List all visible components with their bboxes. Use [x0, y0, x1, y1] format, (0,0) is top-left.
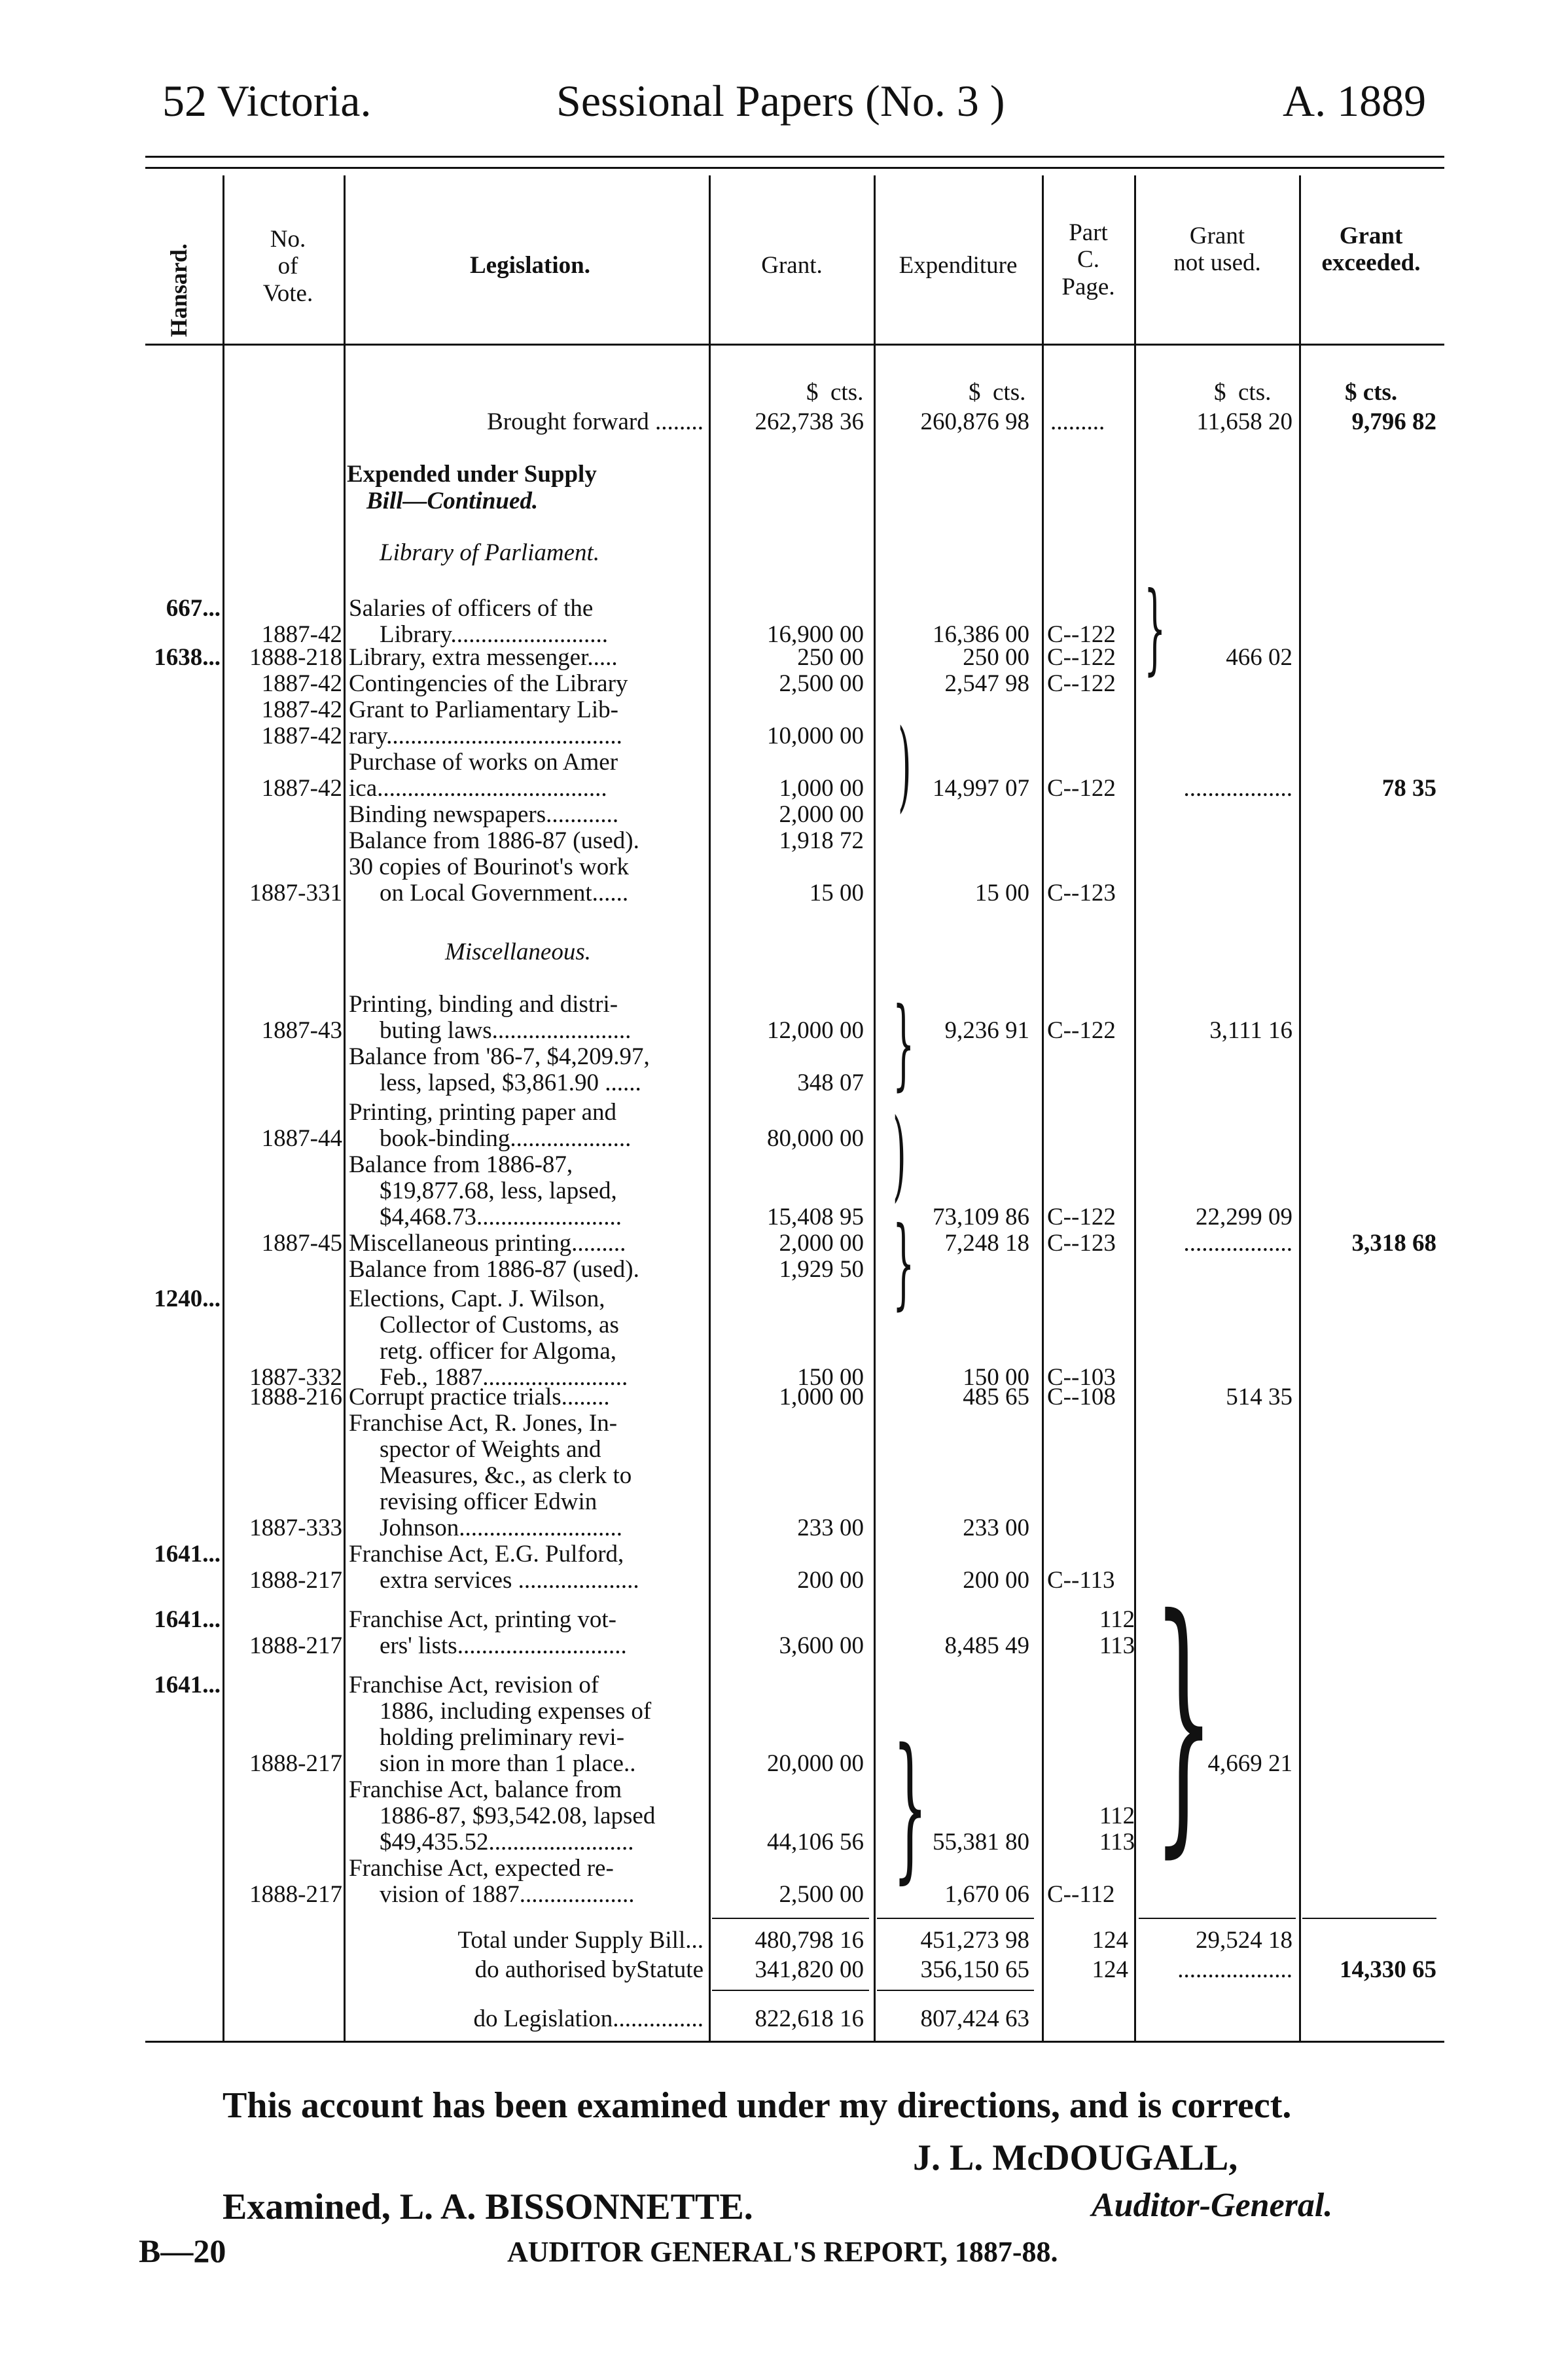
legislation-text: Balance from 1886-87 (used). [349, 1256, 639, 1283]
totals-supply-part: 124 [1092, 1927, 1128, 1954]
grant-value: 3,600 00 [779, 1632, 864, 1659]
expenditure-value: 8,485 49 [944, 1632, 1029, 1659]
grant-value: 1,929 50 [779, 1256, 864, 1283]
legislation-text: Miscellaneous printing......... [349, 1230, 626, 1257]
totals-rule [1139, 1918, 1296, 1919]
legislation-text: ers' lists............................ [380, 1632, 627, 1659]
totals-statute-label: do authorised byStatute [474, 1956, 704, 1983]
part-page: C--122 [1047, 1017, 1116, 1044]
legislation-text: 1886-87, $93,542.08, lapsed [380, 1803, 656, 1829]
vote-number: 1888-217 [249, 1632, 342, 1659]
footer-examined: Examined, L. A. BISSONNETTE. [223, 2187, 753, 2227]
totals-statute-part: 124 [1092, 1956, 1128, 1983]
brought-forward-exp: 260,876 98 [920, 408, 1029, 435]
top-rule [145, 156, 1444, 158]
top-rule-2 [145, 167, 1444, 169]
legislation-text: holding preliminary revi- [380, 1724, 625, 1751]
col-line [709, 175, 711, 2041]
not-used-value: .................. [1183, 775, 1292, 802]
footer-page-ref: B—20 [139, 2233, 226, 2269]
expenditure-value: 73,109 86 [933, 1204, 1029, 1230]
legislation-text: Printing, binding and distri- [349, 991, 618, 1018]
vote-number: 1887-42 [261, 775, 342, 802]
exp-currency: $ cts. [969, 379, 1026, 406]
vote-number: 1888-218 [249, 644, 342, 671]
legislation-text: buting laws....................... [380, 1017, 632, 1044]
legislation-text: Elections, Capt. J. Wilson, [349, 1285, 605, 1312]
part-page: C--113 [1047, 1567, 1115, 1594]
legislation-text: Corrupt practice trials........ [349, 1384, 610, 1410]
brace: } [893, 1206, 915, 1320]
col-header-vote: No. of Vote. [262, 226, 313, 307]
expenditure-value: 485 65 [963, 1384, 1029, 1410]
totals-supply-label: Total under Supply Bill... [457, 1927, 704, 1954]
part-page: C--103 [1047, 1364, 1116, 1391]
col-line [344, 175, 346, 2041]
vote-number: 1887-331 [249, 880, 342, 906]
totals-rule [712, 1918, 869, 1919]
legislation-text: Printing, printing paper and [349, 1099, 616, 1126]
legislation-text: Franchise Act, printing vot- [349, 1606, 616, 1633]
legislation-text: vision of 1887................... [380, 1881, 635, 1908]
part-page: C--108 [1047, 1384, 1116, 1410]
grant-value: 20,000 00 [767, 1750, 864, 1777]
legislation-text: $49,435.52........................ [380, 1829, 634, 1856]
vote-number: 1887-42 [261, 696, 342, 723]
totals-legislation-label: do Legislation............... [473, 2005, 704, 2032]
grant-value: 1,000 00 [779, 1384, 864, 1410]
legislation-text: Salaries of officers of the [349, 595, 594, 622]
expenditure-value: 150 00 [963, 1364, 1029, 1391]
exceeded-value: 3,318 68 [1351, 1230, 1436, 1257]
totals-legislation-exp: 807,424 63 [920, 2005, 1029, 2032]
legislation-text: sion in more than 1 place.. [380, 1750, 636, 1777]
grant-value: 150 00 [797, 1364, 864, 1391]
grant-value: 250 00 [797, 644, 864, 671]
hansard-ref: 1641... [154, 1541, 221, 1568]
grant-value: 80,000 00 [767, 1125, 864, 1152]
expenditure-value: 2,547 98 [944, 670, 1029, 697]
col-line [874, 175, 876, 2041]
header-right: A. 1889 [1283, 76, 1427, 126]
totals-supply-exp: 451,273 98 [920, 1927, 1029, 1954]
vote-number: 1888-216 [249, 1384, 342, 1410]
hansard-ref: 1641... [154, 1606, 221, 1633]
grant-value: 16,900 00 [767, 621, 864, 648]
brought-forward-label: Brought forward ........ [487, 408, 704, 435]
part-page: 112 [1099, 1606, 1135, 1633]
legislation-text: Franchise Act, E.G. Pulford, [349, 1541, 624, 1568]
expenditure-value: 14,997 07 [933, 775, 1029, 802]
col-header-grant: Grant. [761, 252, 823, 279]
vote-number: 1887-43 [261, 1017, 342, 1044]
legislation-text: revising officer Edwin [380, 1488, 597, 1515]
not-used-value: 22,299 09 [1196, 1204, 1292, 1230]
totals-exceeded: 14,330 65 [1340, 1956, 1436, 1983]
part-page: C--122 [1047, 775, 1116, 802]
col-header-hansard: Hansard. [166, 243, 192, 337]
grant-currency: $ cts. [806, 379, 864, 406]
brace: ) [898, 709, 912, 823]
part-page: C--122 [1047, 1204, 1116, 1230]
col-line [1134, 175, 1136, 2041]
legislation-text: Measures, &c., as clerk to [380, 1462, 632, 1489]
exceeded-value: 78 35 [1381, 775, 1436, 802]
legislation-text: book-binding.................... [380, 1125, 632, 1152]
totals-rule [877, 1990, 1034, 1991]
totals-supply-grant: 480,798 16 [755, 1927, 864, 1954]
legislation-text: retg. officer for Algoma, [380, 1338, 616, 1365]
brace: } [1144, 571, 1166, 685]
vote-number: 1888-217 [249, 1750, 342, 1777]
legislation-text: 30 copies of Bourinot's work [349, 853, 630, 880]
hansard-ref: 1638... [154, 644, 221, 671]
col-header-part: Part C. Page. [1061, 219, 1115, 300]
part-page: 113 [1099, 1632, 1135, 1659]
legislation-text: Binding newspapers............ [349, 801, 619, 828]
part-page: C--122 [1047, 644, 1116, 671]
grant-value: 44,106 56 [767, 1829, 864, 1856]
col-line [1299, 175, 1301, 2041]
library-title: Library of Parliament. [380, 539, 600, 566]
expenditure-value: 9,236 91 [944, 1017, 1029, 1044]
legislation-text: Purchase of works on Amer [349, 749, 618, 776]
grant-value: 2,000 00 [779, 801, 864, 828]
expenditure-value: 233 00 [963, 1515, 1029, 1541]
legislation-text: Johnson........................... [380, 1515, 623, 1541]
vote-number: 1887-333 [249, 1515, 342, 1541]
legislation-text: Franchise Act, balance from [349, 1776, 622, 1803]
legislation-text: Franchise Act, expected re- [349, 1855, 614, 1882]
legislation-text: Balance from '86-7, $4,209.97, [349, 1043, 650, 1070]
brought-forward-part: ......... [1050, 408, 1105, 435]
totals-statute-not-used: ................... [1177, 1956, 1292, 1983]
brought-forward-grant: 262,738 36 [755, 408, 864, 435]
footer-statement: This account has been examined under my directions, and is correct. [223, 2085, 1292, 2126]
legislation-text: Feb., 1887........................ [380, 1364, 628, 1391]
grant-value: 2,500 00 [779, 670, 864, 697]
vote-number: 1888-217 [249, 1881, 342, 1908]
section-title: Expended under Supply Bill—Continued. [347, 461, 597, 514]
hansard-ref: 1240... [154, 1285, 221, 1312]
col-line [223, 175, 224, 2041]
not-used-currency: $ cts. [1214, 379, 1272, 406]
legislation-text: 1886, including expenses of [380, 1698, 652, 1725]
totals-statute-grant: 341,820 00 [755, 1956, 864, 1983]
brace: } [893, 1715, 928, 1898]
expenditure-value: 7,248 18 [944, 1230, 1029, 1257]
footer-report: AUDITOR GENERAL'S REPORT, 1887-88. [507, 2236, 1058, 2268]
grant-value: 1,918 72 [779, 827, 864, 854]
legislation-text: less, lapsed, $3,861.90 ...... [380, 1069, 641, 1096]
expenditure-value: 55,381 80 [933, 1829, 1029, 1856]
not-used-value: .................. [1183, 1230, 1292, 1257]
vote-number: 1887-44 [261, 1125, 342, 1152]
legislation-text: Franchise Act, revision of [349, 1672, 599, 1698]
not-used-value: 4,669 21 [1207, 1750, 1292, 1777]
not-used-value: 3,111 16 [1209, 1017, 1292, 1044]
totals-legislation-grant: 822,618 16 [755, 2005, 864, 2032]
totals-rule [1302, 1918, 1436, 1919]
part-page: C--122 [1047, 670, 1116, 697]
footer-signer: J. L. McDOUGALL, [913, 2138, 1238, 2178]
col-header-exceeded: Grant exceeded. [1321, 223, 1421, 277]
legislation-text: ica...................................... [349, 775, 607, 802]
exceeded-currency: $ cts. [1345, 379, 1398, 406]
totals-rule [877, 1918, 1034, 1919]
grant-value: 348 07 [797, 1069, 864, 1096]
grant-value: 233 00 [797, 1515, 864, 1541]
col-header-legislation: Legislation. [470, 252, 590, 279]
expenditure-value: 1,670 06 [944, 1881, 1029, 1908]
legislation-text: Balance from 1886-87, [349, 1151, 573, 1178]
legislation-text: Grant to Parliamentary Lib- [349, 696, 619, 723]
part-page: C--123 [1047, 1230, 1116, 1257]
grant-value: 12,000 00 [767, 1017, 864, 1044]
footer-signer-title: Auditor-General. [1092, 2187, 1333, 2224]
expenditure-value: 200 00 [963, 1567, 1029, 1594]
legislation-text: Library.......................... [380, 621, 609, 648]
col-header-not-used: Grant not used. [1173, 223, 1261, 277]
not-used-value: 514 35 [1226, 1384, 1292, 1410]
grant-value: 2,500 00 [779, 1881, 864, 1908]
vote-number: 1887-42 [261, 723, 342, 749]
totals-rule [712, 1990, 869, 1991]
grant-value: 2,000 00 [779, 1230, 864, 1257]
part-page: 112 [1099, 1803, 1135, 1829]
totals-statute-exp: 356,150 65 [920, 1956, 1029, 1983]
grant-value: 15,408 95 [767, 1204, 864, 1230]
vote-number: 1887-42 [261, 670, 342, 697]
col-line [1042, 175, 1044, 2041]
part-page: C--112 [1047, 1881, 1115, 1908]
legislation-text: Collector of Customs, as [380, 1312, 619, 1338]
vote-number: 1888-217 [249, 1567, 342, 1594]
part-page: C--123 [1047, 880, 1116, 906]
vote-number: 1887-42 [261, 621, 342, 648]
legislation-text: Franchise Act, R. Jones, In- [349, 1410, 618, 1437]
col-header-expenditure: Expenditure [899, 252, 1018, 279]
header-bottom-rule [145, 344, 1444, 346]
library-group-not-used: 466 02 [1226, 644, 1292, 671]
legislation-text: rary....................................... [349, 723, 622, 749]
totals-supply-not-used: 29,524 18 [1196, 1927, 1292, 1954]
legislation-text: Balance from 1886-87 (used). [349, 827, 639, 854]
grant-value: 200 00 [797, 1567, 864, 1594]
header-center: Sessional Papers (No. 3 ) [556, 76, 1005, 126]
brace: } [893, 987, 915, 1101]
hansard-ref: 667... [166, 595, 221, 622]
legislation-text: spector of Weights and [380, 1436, 601, 1463]
expenditure-value: 16,386 00 [933, 621, 1029, 648]
grant-value: 1,000 00 [779, 775, 864, 802]
part-page: 113 [1099, 1829, 1135, 1856]
header-left: 52 Victoria. [162, 76, 372, 126]
brought-forward-exceeded: 9,796 82 [1351, 408, 1436, 435]
brought-forward-not-used: 11,658 20 [1196, 408, 1292, 435]
expenditure-value: 15 00 [974, 880, 1029, 906]
expenditure-value: 250 00 [963, 644, 1029, 671]
grant-value: 15 00 [809, 880, 864, 906]
brace: ) [893, 1098, 906, 1212]
legislation-text: $19,877.68, less, lapsed, [380, 1177, 617, 1204]
legislation-text: extra services .................... [380, 1567, 639, 1594]
legislation-text: Contingencies of the Library [349, 670, 628, 697]
legislation-text: on Local Government...... [380, 880, 629, 906]
vote-number: 1887-332 [249, 1364, 342, 1391]
table-bottom-rule [145, 2041, 1444, 2043]
brace: } [1153, 1561, 1215, 1881]
misc-title: Miscellaneous. [445, 939, 591, 965]
part-page: C--122 [1047, 621, 1116, 648]
legislation-text: $4,468.73........................ [380, 1204, 622, 1230]
legislation-text: Library, extra messenger..... [349, 644, 618, 671]
grant-value: 10,000 00 [767, 723, 864, 749]
vote-number: 1887-45 [261, 1230, 342, 1257]
hansard-ref: 1641... [154, 1672, 221, 1698]
